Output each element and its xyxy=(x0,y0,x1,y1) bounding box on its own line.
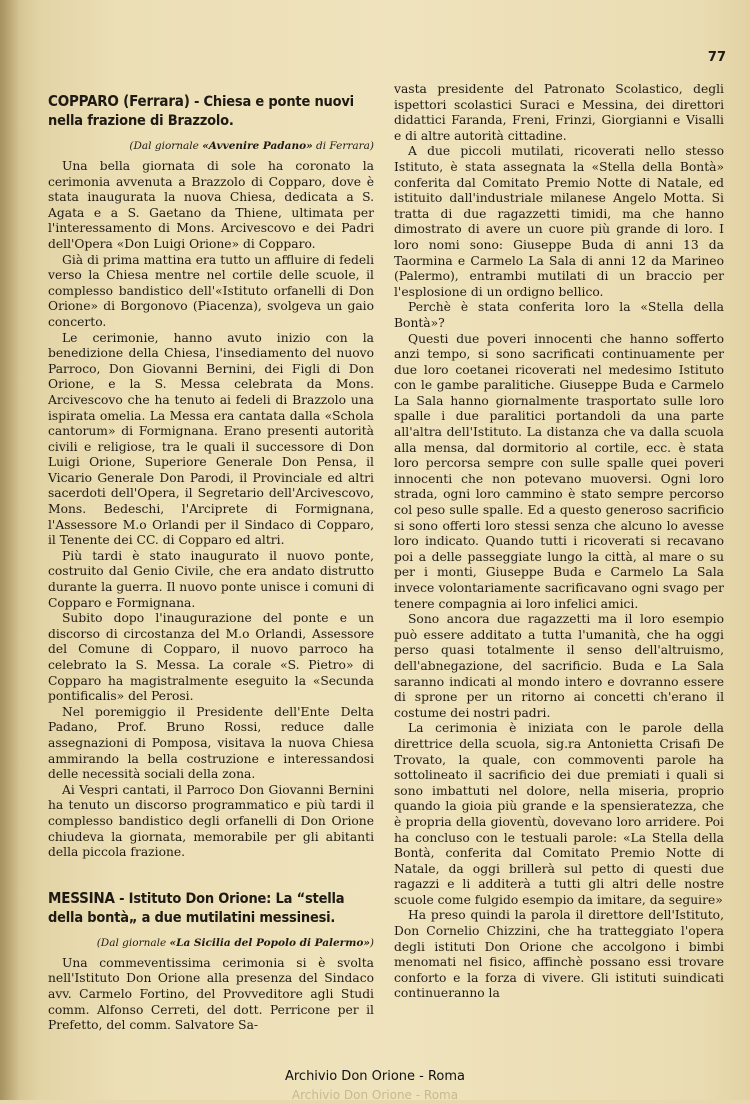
binding-shadow xyxy=(0,0,20,1100)
article-messina-source xyxy=(48,936,374,950)
archive-label-ghost: Archivio Don Orione - Roma xyxy=(291,1088,459,1102)
paragraph: A due piccoli mutilati, ricoverati nello stesso Istituto, è stata assegnata la «Stella della Bontà» conferita dal Comitato Premio Notte di Natale, ed istituito dall'industriale milanese Angelo Motta. Si tratta di due ragazzetti timidi, ma che hanno dimostrato di avere un cuore più grande di loro. I loro nomi sono: Giuseppe Buda di anni 13 da Taormina e Carmelo La Sala di anni 12 da Marineo (Palermo), entrambi mutilati di un braccio per l'esplosione di un ordigno bellico. xyxy=(394,144,724,299)
page-number: 77 xyxy=(707,50,726,65)
headline-text: - Chiesa e ponte nuovi nella frazione di Brazzolo. xyxy=(48,94,354,129)
article-messina-headline xyxy=(48,889,374,928)
article-copparo-headline xyxy=(48,92,374,131)
headline-text: - Istituto Don Orione: La “stella della bontà„ a due mutilatini messinesi. xyxy=(48,890,345,926)
paragraph: Subito dopo l'inaugurazione del ponte e un discorso di circostanza del M.o Orlandi, Assessore del Comune di Copparo, il nuovo parroco ha celebrato la S. Messa. La corale «S. Pietro» di Copparo ha magistralmente eseguito la «Secunda pontificalis» del Perosi. xyxy=(48,611,374,704)
source-prefix: (Dal giornale xyxy=(96,936,170,949)
archive-footer xyxy=(0,1068,750,1104)
article-separator xyxy=(48,861,374,879)
paragraph: Le cerimonie, hanno avuto inizio con la benedizione della Chiesa, l'insediamento del nuovo Parroco, Don Giovanni Bernini, dei Figli di Don Orione, e la S. Messa celebrata da Mons. Arcivescovo che ha tenuto ai fedeli di Brazzolo una ispirata omelia. La Messa era cantata dalla «Schola cantorum» di Formignana. Erano presenti autorità civili e religiose, tra le quali il successore di Don Luigi Orione, Superiore Generale Don Pensa, il Vicario Generale Don Parodi, il Provinciale ed altri sacerdoti dell'Opera, il Segretario dell'Arcivescovo, Mons. Bedeschi, l'Arciprete di Formignana, l'Assessore M.o Orlandi per il Sindaco di Copparo, il Tenente dei CC. di Copparo ed altri. xyxy=(48,330,374,548)
paragraph: Ha preso quindi la parola il direttore dell'Istituto, Don Cornelio Chizzini, che ha tratteggiato l'opera degli istituti Don Orione che accolgono i bimbi menomati nel fisico, affinchè possano essi trovare conforto e la forza di vivere. Gli istituti suindicati continueranno la xyxy=(394,908,724,1001)
paragraph: vasta presidente del Patronato Scolastico, degli ispettori scolastici Suraci e Messina, dei direttori didattici Faranda, Freni, Frinzi, Giorgianni e Visalli e di altre autorità cittadine. xyxy=(394,82,724,143)
article-copparo-source xyxy=(48,139,374,153)
paragraph: Nel poremiggio il Presidente dell'Ente Delta Padano, Prof. Bruno Rossi, reduce dalle assegnazioni di Pomposa, visitava la nuova Chiesa ammirando la bella costruzione e interessandosi delle necessità sociali della zona. xyxy=(48,704,374,782)
paragraph: Sono ancora due ragazzetti ma il loro esempio può essere additato a tutta l'umanità, che ha oggi perso quasi totalmente il senso dell'altruismo, dell'abnegazione, del sacrificio. Buda e La Sala saranno indicati al mondo intero e dovranno essere di sprone per un ritorno ai concetti ch'erano il costume dei nostri padri. xyxy=(394,612,724,720)
right-column xyxy=(394,82,724,1002)
source-suffix: ) xyxy=(369,936,374,949)
paragraph: Questi due poveri innocenti che hanno sofferto anzi tempo, si sono sacrificati continuamente per due loro coetanei ricoverati nel medesimo Istituto con le gambe paralitiche. Giuseppe Buda e Carmelo La Sala hanno giornalmente trasportato sulle loro spalle i due paralitici portandoli da una parte all'altra dell'Istituto. La distanza che va dalla scuola alla mensa, dal dormitorio al cortile, ecc. è stata loro percorsa sempre con sulle spalle quei poveri innocenti che non potevano muoversi. Ogni loro strada, ogni loro cammino è stato sempre percorso col peso sulle spalle. Ed a questo generoso sacrificio si sono offerti loro stessi senza che alcuno lo avesse loro indicato. Quando tutti i ricoverati si recavano poi a delle passeggiate lungo la città, al mare o su per i monti, Giuseppe Buda e Carmelo La Sala invece volontariamente sacrificavano ogni svago per tenere compagnia ai loro infelici amici. xyxy=(394,331,724,611)
left-column xyxy=(48,82,374,1034)
paragraph: La cerimonia è iniziata con le parole della direttrice della scuola, sig.ra Antonietta Crisafi De Trovato, la quale, con commoventi parole ha sottolineato il sacrificio dei due premiati i quali si sono imbattuti nel dolore, nella miseria, proprio quando la gioia più grande e la spensieratezza, che è propria della gioventù, dovevano loro arridere. Poi ha concluso con le testuali parole: «La Stella della Bontà, conferita dal Comitato Premio Notte di Natale, da oggi brillerà sul petto di questi due ragazzi e li additerà a tutti gli altri delle nostre scuole come fulgido esempio da imitare, da seguire» xyxy=(394,721,724,907)
source-prefix: (Dal giornale xyxy=(129,140,203,152)
headline-city: MESSINA xyxy=(48,888,115,907)
source-name: «La Sicilia del Popolo di Palermo» xyxy=(169,936,370,949)
paragraph: Ai Vespri cantati, il Parroco Don Giovanni Bernini ha tenuto un discorso programmatico e più tardi il complesso bandistico degli orfanelli di Don Orione chiudeva la giornata, memorabile per gli abitanti della piccola frazione. xyxy=(48,782,374,860)
paragraph: Perchè è stata conferita loro la «Stella della Bontà»? xyxy=(394,300,724,330)
paragraph: Una commeventissima cerimonia si è svolta nell'Istituto Don Orione alla presenza del Sindaco avv. Carmelo Fortino, del Provveditore agli Studi comm. Alfonso Cerreti, del dott. Perricone per il Prefetto, del comm. Salvatore Sa- xyxy=(48,955,374,1033)
source-suffix: di Ferrara) xyxy=(312,140,374,152)
paragraph: Una bella giornata di sole ha coronato la cerimonia avvenuta a Brazzolo di Copparo, dove è stata inaugurata la nuova Chiesa, dedicata a S. Agata e a S. Gaetano da Thiene, ultimata per l'interessamento di Mons. Arcivescovo e dei Padri dell'Opera «Don Luigi Orione» di Copparo. xyxy=(48,159,374,251)
headline-city: COPPARO (Ferrara) xyxy=(48,92,190,110)
source-name: «Avvenire Padano» xyxy=(202,140,313,152)
paragraph: Già di prima mattina era tutto un affluire di fedeli verso la Chiesa mentre nel cortile delle scuole, il complesso bandistico dell'«Istituto orfanelli di Don Orione» di Borgonovo (Piacenza), svolgeva un gaio concerto. xyxy=(48,252,374,329)
archive-label: Archivio Don Orione - Roma xyxy=(284,1069,466,1084)
paragraph: Più tardi è stato inaugurato il nuovo ponte, costruito dal Genio Civile, che era andato distrutto durante la guerra. Il nuovo ponte unisce i comuni di Copparo e Formignana. xyxy=(48,548,374,610)
